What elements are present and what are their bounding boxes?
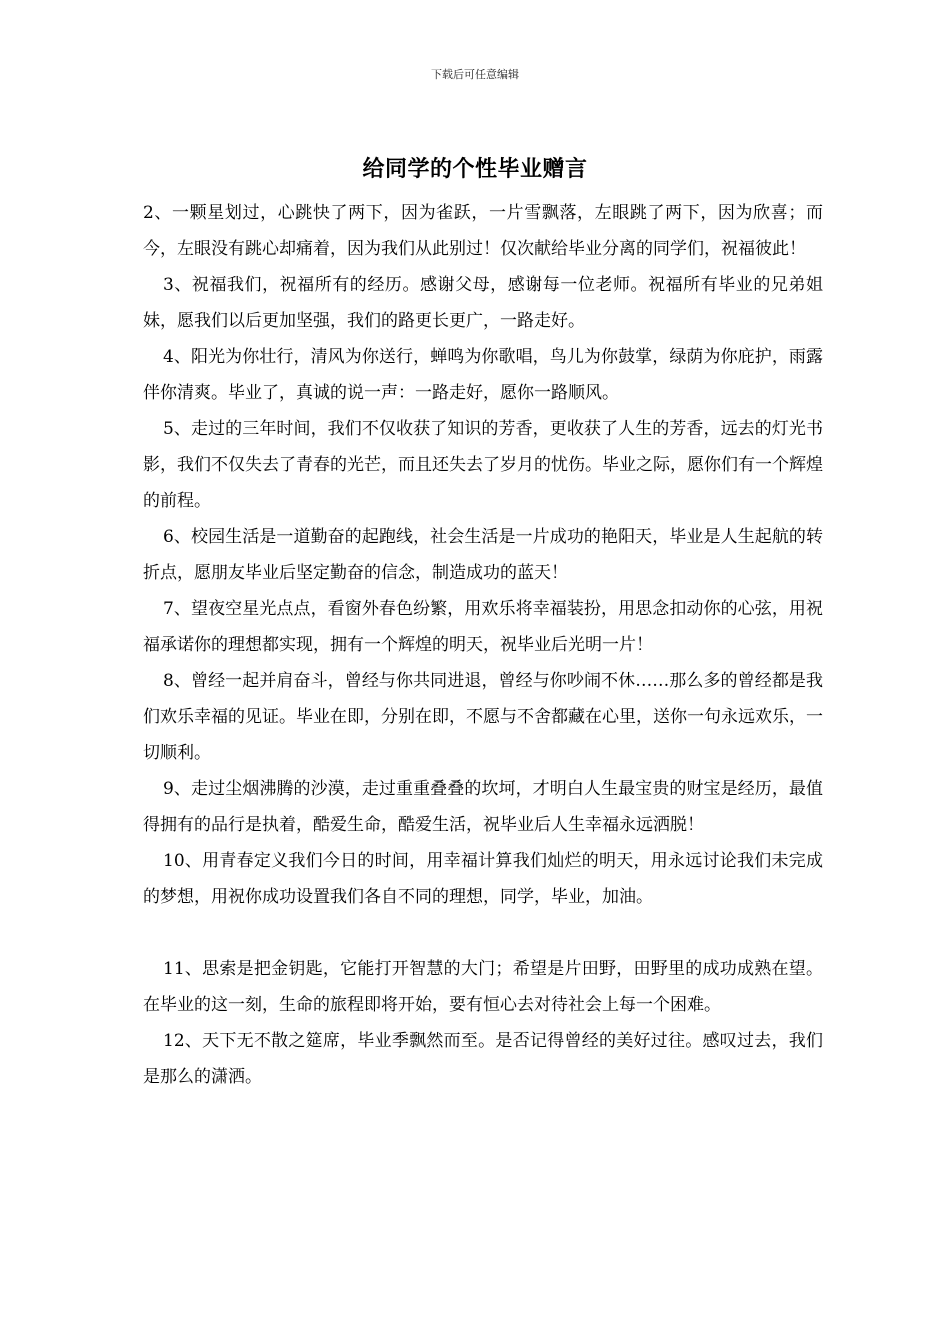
paragraph-9: 9、走过尘烟沸腾的沙漠，走过重重叠叠的坎坷，才明白人生最宝贵的财宝是经历，最值得拥有的品行是执着，酷爱生命，酷爱生活，祝毕业后人生幸福永远洒脱！ xyxy=(143,779,823,835)
paragraph-2: 2、一颗星划过，心跳快了两下，因为雀跃，一片雪飘落，左眼跳了两下，因为欣喜；而今，左眼没有跳心却痛着，因为我们从此别过！仅次献给毕业分离的同学们，祝福彼此！ xyxy=(143,203,823,259)
paragraph-3: 3、祝福我们，祝福所有的经历。感谢父母，感谢每一位老师。祝福所有毕业的兄弟姐妹，愿我们以后更加坚强，我们的路更长更广，一路走好。 xyxy=(143,275,823,331)
paragraph-7: 7、望夜空星光点点，看窗外春色纷繁，用欢乐将幸福装扮，用思念扣动你的心弦，用祝福承诺你的理想都实现，拥有一个辉煌的明天，祝毕业后光明一片！ xyxy=(143,599,823,655)
paragraph-4: 4、阳光为你壮行，清风为你送行，蝉鸣为你歌唱，鸟儿为你鼓掌，绿荫为你庇护，雨露伴你清爽。毕业了，真诚的说一声：一路走好，愿你一路顺风。 xyxy=(143,347,823,403)
paragraph-5: 5、走过的三年时间，我们不仅收获了知识的芳香，更收获了人生的芳香，远去的灯光书影，我们不仅失去了青春的光芒，而且还失去了岁月的忧伤。毕业之际，愿你们有一个辉煌的前程。 xyxy=(143,419,823,511)
paragraph-12: 12、天下无不散之筵席，毕业季飘然而至。是否记得曾经的美好过往。感叹过去，我们是那么的潇洒。 xyxy=(143,1031,823,1087)
header-note: 下载后可任意编辑 xyxy=(431,68,519,81)
document-body xyxy=(143,195,823,1095)
paragraph-6: 6、校园生活是一道勤奋的起跑线，社会生活是一片成功的艳阳天，毕业是人生起航的转折点，愿朋友毕业后坚定勤奋的信念，制造成功的蓝天！ xyxy=(143,527,823,583)
paragraph-11: 11、思索是把金钥匙，它能打开智慧的大门；希望是片田野，田野里的成功成熟在望。在毕业的这一刻，生命的旅程即将开始，要有恒心去对待社会上每一个困难。 xyxy=(143,959,823,1015)
paragraph-10: 10、用青春定义我们今日的时间，用幸福计算我们灿烂的明天，用永远讨论我们未完成的梦想，用祝你成功设置我们各自不同的理想，同学，毕业，加油。 xyxy=(143,851,823,907)
page-title: 给同学的个性毕业赠言 xyxy=(362,157,588,182)
paragraph-8: 8、曾经一起并肩奋斗，曾经与你共同进退，曾经与你吵闹不休……那么多的曾经都是我们欢乐幸福的见证。毕业在即，分别在即，不愿与不舍都藏在心里，送你一句永远欢乐，一切顺利。 xyxy=(143,671,823,763)
